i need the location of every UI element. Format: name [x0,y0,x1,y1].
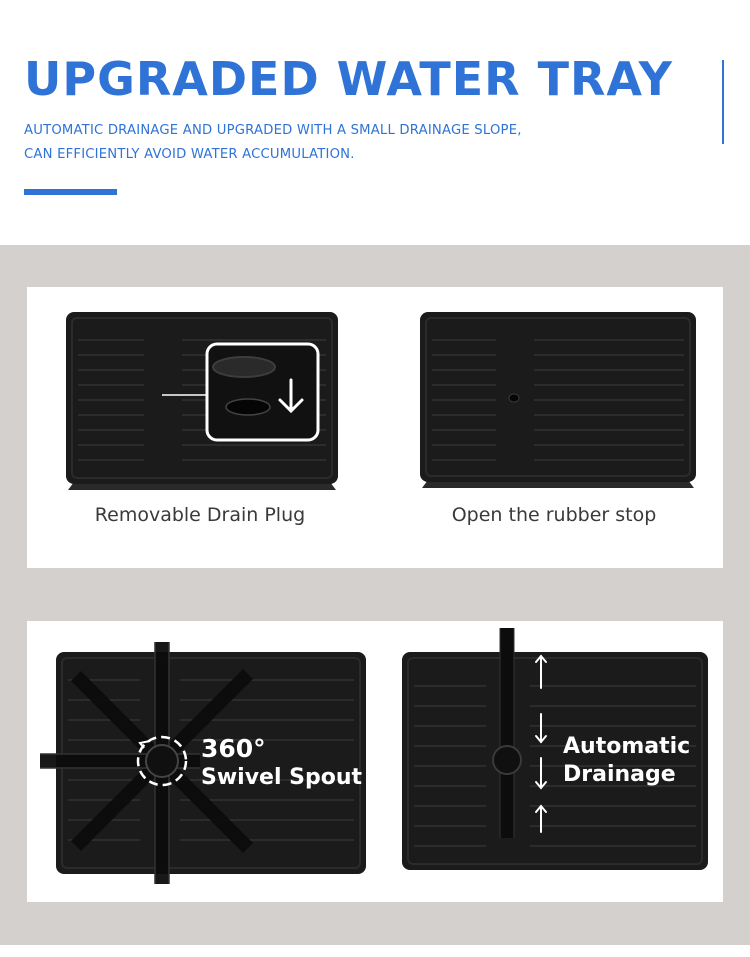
page-title: UPGRADED WATER TRAY [24,52,673,106]
bottom-strip [0,945,750,957]
subtitle-line-1: AUTOMATIC DRAINAGE AND UPGRADED WITH A SMALL DRAINAGE SLOPE, [24,123,522,138]
drain-plug-caption: Removable Drain Plug [94,504,306,526]
accent-bar [24,189,117,195]
header-section [0,0,750,245]
subtitle-line-2: CAN EFFICIENTLY AVOID WATER ACCUMULATION. [24,147,355,162]
swivel-label [201,733,362,792]
drainage-line-1: Automatic [563,734,691,759]
drainage-line-2: Drainage [563,761,676,787]
swivel-spout-text: Swivel Spout [201,765,363,791]
accent-vertical-line [722,60,724,144]
swivel-degrees: 360° [201,734,266,763]
tray-image-drain-plug [64,310,340,492]
rubber-stop-caption: Open the rubber stop [451,504,657,526]
page-subtitle [24,119,522,167]
automatic-drainage-label [563,733,690,788]
tray-image-rubber-stop [418,310,698,490]
